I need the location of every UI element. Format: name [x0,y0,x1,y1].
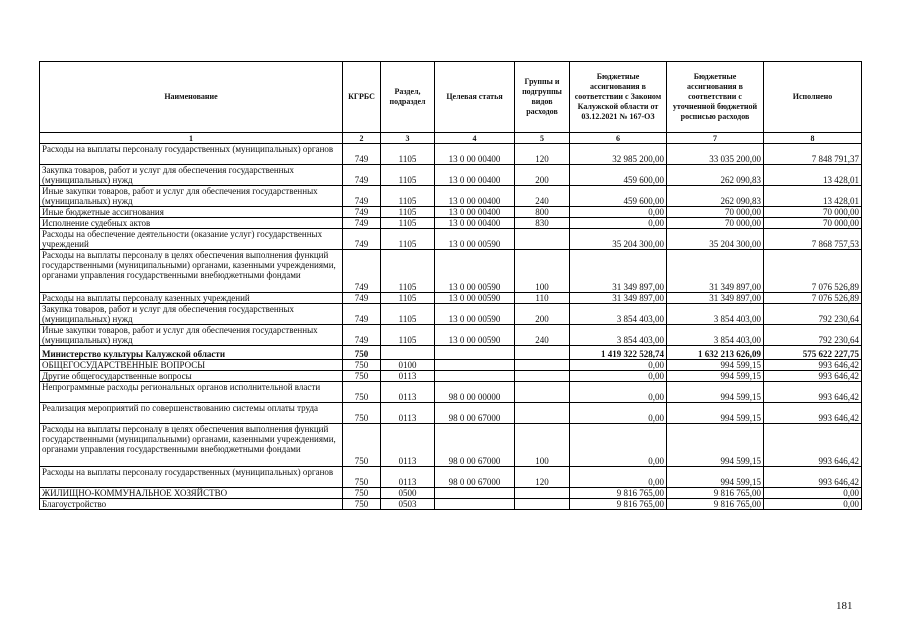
cell-law: 3 854 403,00 [570,304,667,325]
cell-name: Расходы на выплаты персоналу государственных (муниципальных) органов [40,144,343,165]
cell-section [381,346,435,360]
table-row [40,165,862,186]
cell-section: 1105 [381,304,435,325]
cell-section: 1105 [381,218,435,229]
cell-executed: 0,00 [764,499,862,510]
cell-vr: 830 [515,218,570,229]
cell-target: 98 0 00 00000 [435,382,515,403]
cell-refined: 9 816 765,00 [667,499,764,510]
cell-name: Иные закупки товаров, работ и услуг для обеспечения государственных (муниципальных) нужд [40,186,343,207]
cell-section: 0100 [381,360,435,371]
cell-executed: 792 230,64 [764,304,862,325]
cell-law: 0,00 [570,360,667,371]
header-section: Раздел, подраздел [381,62,435,133]
cell-vr: 240 [515,186,570,207]
cell-target: 13 0 00 00590 [435,325,515,346]
table-row [40,144,862,165]
cell-law: 0,00 [570,403,667,424]
cell-name: Расходы на выплаты персоналу в целях обеспечения выполнения функций государственными (муниципальными) органами, казенными учреждениями, органами управления государственными внебюджетными фондами [40,250,343,293]
cell-executed: 7 868 757,53 [764,229,862,250]
cell-refined: 262 090,83 [667,165,764,186]
cell-target: 98 0 00 67000 [435,467,515,488]
cell-vr: 100 [515,424,570,467]
cell-kgrbs: 750 [343,360,381,371]
cell-refined: 35 204 300,00 [667,229,764,250]
cell-name: Расходы на выплаты персоналу казенных учреждений [40,293,343,304]
cell-target: 13 0 00 00590 [435,250,515,293]
cell-vr [515,488,570,499]
cell-executed: 993 646,42 [764,371,862,382]
cell-name: Министерство культуры Калужской области [40,346,343,360]
table-row [40,360,862,371]
cell-executed: 7 848 791,37 [764,144,862,165]
cell-vr [515,346,570,360]
cell-law: 31 349 897,00 [570,293,667,304]
cell-executed: 7 076 526,89 [764,250,862,293]
cell-target: 98 0 00 67000 [435,403,515,424]
cell-refined: 33 035 200,00 [667,144,764,165]
cell-executed: 993 646,42 [764,360,862,371]
cell-vr [515,229,570,250]
table-row [40,371,862,382]
cell-kgrbs: 749 [343,250,381,293]
table-row [40,499,862,510]
cell-name: Расходы на выплаты персоналу в целях обеспечения выполнения функций государственными (муниципальными) органами, казенными учреждениями, органами управления государственными внебюджетными фондами [40,424,343,467]
header-law: Бюджетные ассигнования в соответствии с Законом Калужской области от 03.12.2021 № 167-ОЗ [570,62,667,133]
cell-law: 0,00 [570,218,667,229]
cell-section: 1105 [381,229,435,250]
cell-target: 13 0 00 00400 [435,207,515,218]
cell-refined: 994 599,15 [667,371,764,382]
cell-kgrbs: 750 [343,346,381,360]
table-row [40,488,862,499]
table-row [40,424,862,467]
cell-name: Непрограммные расходы региональных органов исполнительной власти [40,382,343,403]
cell-kgrbs: 749 [343,304,381,325]
cell-section: 0113 [381,403,435,424]
table-row [40,304,862,325]
cell-refined: 70 000,00 [667,207,764,218]
col-number: 2 [343,133,381,144]
col-number: 7 [667,133,764,144]
cell-vr [515,382,570,403]
cell-law: 0,00 [570,467,667,488]
cell-kgrbs: 749 [343,218,381,229]
cell-law: 31 349 897,00 [570,250,667,293]
col-number: 3 [381,133,435,144]
cell-executed: 70 000,00 [764,218,862,229]
table-row [40,229,862,250]
table-row [40,346,862,360]
cell-refined: 262 090,83 [667,186,764,207]
cell-target [435,346,515,360]
table-row [40,207,862,218]
cell-law: 0,00 [570,207,667,218]
cell-name: ОБЩЕГОСУДАРСТВЕННЫЕ ВОПРОСЫ [40,360,343,371]
cell-executed: 575 622 227,75 [764,346,862,360]
cell-law: 9 816 765,00 [570,488,667,499]
cell-refined: 994 599,15 [667,360,764,371]
cell-executed: 993 646,42 [764,467,862,488]
table-row [40,467,862,488]
cell-kgrbs: 750 [343,382,381,403]
cell-vr: 800 [515,207,570,218]
col-number: 4 [435,133,515,144]
cell-section: 1105 [381,293,435,304]
cell-executed: 993 646,42 [764,382,862,403]
cell-refined: 994 599,15 [667,424,764,467]
cell-kgrbs: 750 [343,403,381,424]
cell-executed: 7 076 526,89 [764,293,862,304]
cell-refined: 3 854 403,00 [667,325,764,346]
cell-name: Благоустройство [40,499,343,510]
cell-vr: 120 [515,467,570,488]
cell-name: Исполнение судебных актов [40,218,343,229]
table-row [40,218,862,229]
cell-target: 13 0 00 00400 [435,218,515,229]
cell-law: 1 419 322 528,74 [570,346,667,360]
col-number: 1 [40,133,343,144]
cell-refined: 9 816 765,00 [667,488,764,499]
cell-vr [515,403,570,424]
cell-vr [515,360,570,371]
cell-refined: 70 000,00 [667,218,764,229]
cell-target: 98 0 00 67000 [435,424,515,467]
header-name: Наименование [40,62,343,133]
cell-kgrbs: 749 [343,186,381,207]
cell-kgrbs: 749 [343,207,381,218]
cell-vr [515,499,570,510]
header-row [40,62,862,133]
cell-section: 0500 [381,488,435,499]
cell-kgrbs: 750 [343,371,381,382]
cell-refined: 31 349 897,00 [667,250,764,293]
table-row [40,250,862,293]
cell-law: 0,00 [570,424,667,467]
cell-refined: 994 599,15 [667,382,764,403]
cell-name: Закупка товаров, работ и услуг для обеспечения государственных (муниципальных) нужд [40,304,343,325]
cell-vr: 120 [515,144,570,165]
page-number: 181 [836,600,853,612]
cell-kgrbs: 750 [343,499,381,510]
cell-target: 13 0 00 00400 [435,165,515,186]
cell-vr: 100 [515,250,570,293]
cell-name: Другие общегосударственные вопросы [40,371,343,382]
column-number-row [40,133,862,144]
col-number: 8 [764,133,862,144]
cell-law: 0,00 [570,371,667,382]
cell-kgrbs: 750 [343,488,381,499]
cell-kgrbs: 749 [343,144,381,165]
cell-name: Расходы на выплаты персоналу государственных (муниципальных) органов [40,467,343,488]
header-target: Целевая статья [435,62,515,133]
cell-target: 13 0 00 00400 [435,186,515,207]
cell-section: 1105 [381,144,435,165]
table-row [40,382,862,403]
table-row [40,293,862,304]
cell-name: Иные закупки товаров, работ и услуг для обеспечения государственных (муниципальных) нужд [40,325,343,346]
header-kgrbs: КГРБС [343,62,381,133]
cell-section: 0113 [381,371,435,382]
cell-target: 13 0 00 00590 [435,293,515,304]
cell-section: 0503 [381,499,435,510]
cell-executed: 993 646,42 [764,424,862,467]
cell-name: Расходы на обеспечение деятельности (оказание услуг) государственных учреждений [40,229,343,250]
cell-refined: 994 599,15 [667,403,764,424]
cell-executed: 993 646,42 [764,403,862,424]
cell-law: 459 600,00 [570,165,667,186]
cell-executed: 13 428,01 [764,186,862,207]
cell-name: ЖИЛИЩНО-КОММУНАЛЬНОЕ ХОЗЯЙСТВО [40,488,343,499]
cell-vr: 240 [515,325,570,346]
cell-executed: 13 428,01 [764,165,862,186]
table-row [40,325,862,346]
cell-target [435,360,515,371]
header-refined: Бюджетные ассигнования в соответствии с уточненной бюджетной росписью расходов [667,62,764,133]
cell-target: 13 0 00 00590 [435,229,515,250]
col-number: 5 [515,133,570,144]
cell-law: 9 816 765,00 [570,499,667,510]
header-executed: Исполнено [764,62,862,133]
cell-section: 1105 [381,250,435,293]
cell-target [435,499,515,510]
cell-section: 1105 [381,165,435,186]
cell-vr: 200 [515,165,570,186]
cell-refined: 31 349 897,00 [667,293,764,304]
cell-name: Закупка товаров, работ и услуг для обеспечения государственных (муниципальных) нужд [40,165,343,186]
cell-name: Реализация мероприятий по совершенствованию системы оплаты труда [40,403,343,424]
cell-law: 3 854 403,00 [570,325,667,346]
cell-name: Иные бюджетные ассигнования [40,207,343,218]
cell-target: 13 0 00 00400 [435,144,515,165]
cell-vr [515,371,570,382]
cell-section: 0113 [381,382,435,403]
cell-target [435,371,515,382]
cell-vr: 110 [515,293,570,304]
cell-law: 0,00 [570,382,667,403]
cell-kgrbs: 749 [343,293,381,304]
cell-target: 13 0 00 00590 [435,304,515,325]
budget-table [39,61,862,510]
table-row [40,403,862,424]
cell-section: 0113 [381,467,435,488]
cell-executed: 792 230,64 [764,325,862,346]
col-number: 6 [570,133,667,144]
cell-kgrbs: 750 [343,424,381,467]
cell-executed: 0,00 [764,488,862,499]
cell-section: 1105 [381,186,435,207]
cell-kgrbs: 749 [343,229,381,250]
cell-vr: 200 [515,304,570,325]
cell-kgrbs: 749 [343,165,381,186]
cell-section: 1105 [381,325,435,346]
cell-law: 459 600,00 [570,186,667,207]
cell-kgrbs: 750 [343,467,381,488]
cell-executed: 70 000,00 [764,207,862,218]
cell-refined: 1 632 213 626,09 [667,346,764,360]
cell-kgrbs: 749 [343,325,381,346]
cell-law: 35 204 300,00 [570,229,667,250]
cell-law: 32 985 200,00 [570,144,667,165]
cell-refined: 994 599,15 [667,467,764,488]
cell-section: 1105 [381,207,435,218]
header-groups: Группы и подгруппы видов расходов [515,62,570,133]
cell-target [435,488,515,499]
cell-refined: 3 854 403,00 [667,304,764,325]
cell-section: 0113 [381,424,435,467]
table-row [40,186,862,207]
